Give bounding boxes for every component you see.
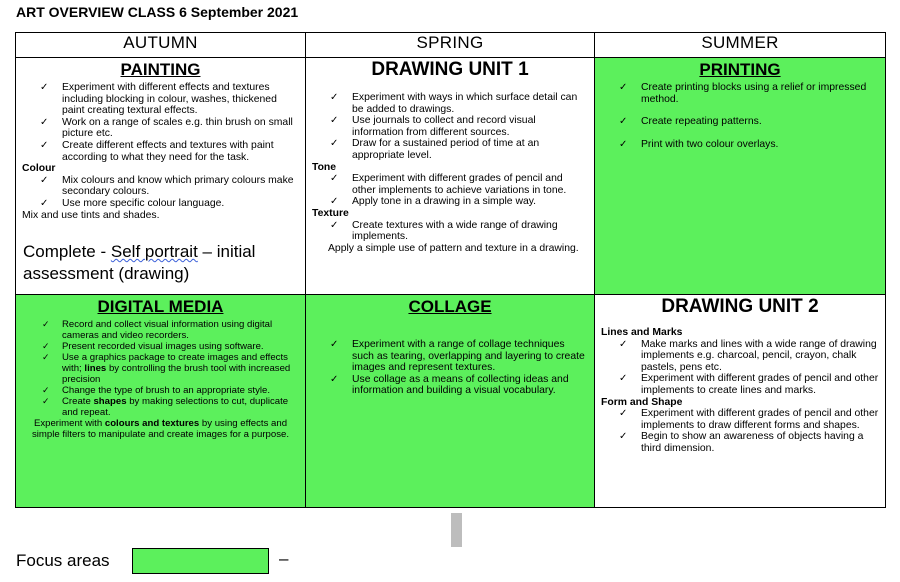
header-row xyxy=(16,33,886,58)
cell-collage xyxy=(306,295,595,508)
printing-list xyxy=(601,82,879,150)
cell-digital-media xyxy=(16,295,306,508)
list-item: ✓ Make marks and lines with a wide range of drawing implements e.g. charcoal, pencil, crayon, chalk pastels, pens etc. xyxy=(641,339,879,374)
assessment-prefix: Complete - xyxy=(23,242,111,262)
header-spring: SPRING xyxy=(306,33,595,58)
list-item: ✓ Use more specific colour language. xyxy=(62,198,299,210)
printing-title: PRINTING xyxy=(699,60,781,79)
drawing1-content xyxy=(306,80,594,254)
list-item: ✓ Change the type of brush to an appropriate style. xyxy=(62,385,299,396)
digital-note: Experiment with colours and textures by using effects and simple filters to manipulate and create images for a purpose. xyxy=(31,418,290,440)
painting-list xyxy=(22,82,299,163)
document-title: ART OVERVIEW CLASS 6 September 2021 xyxy=(16,4,299,20)
row-second-units xyxy=(16,295,886,508)
art-overview-table xyxy=(15,32,886,508)
header-summer: SUMMER xyxy=(595,33,886,58)
lines-list xyxy=(601,339,879,397)
list-item: ✓ Mix colours and know which primary colours make secondary colours. xyxy=(62,175,299,198)
texture-list xyxy=(312,220,588,243)
list-item: ✓ Draw for a sustained period of time at an appropriate level. xyxy=(352,138,588,161)
focus-areas-label: Focus areas xyxy=(16,551,110,570)
painting-content xyxy=(16,80,305,285)
collage-content xyxy=(306,317,594,397)
list-item: ✓ Apply tone in a drawing in a simple way. xyxy=(352,196,588,208)
cell-painting xyxy=(16,58,306,295)
tone-list xyxy=(312,173,588,208)
drawing1-note: Apply a simple use of pattern and texture in a drawing. xyxy=(328,242,579,254)
list-item: ✓ Print with two colour overlays. xyxy=(641,139,879,151)
list-item: ✓ Create different effects and textures with paint according to what they need for the task. xyxy=(62,140,299,163)
focus-areas-swatch xyxy=(132,548,269,574)
row-first-units xyxy=(16,58,886,295)
collage-title: COLLAGE xyxy=(408,297,492,316)
list-item: ✓ Experiment with different grades of pencil and other implements to achieve variations in tone. xyxy=(352,173,588,196)
assessment-suffix: – initial assessment (drawing) xyxy=(23,242,256,284)
cell-drawing-unit-1 xyxy=(306,58,595,295)
painting-title: PAINTING xyxy=(120,60,201,79)
lines-heading: Lines and Marks xyxy=(601,327,683,338)
tone-heading: Tone xyxy=(312,161,337,173)
assessment-underlined: Self portrait xyxy=(110,242,198,262)
list-item: ✓ Record and collect visual information using digital cameras and video recorders. xyxy=(62,319,299,341)
focus-areas-dash: – xyxy=(279,549,289,568)
drawing2-title: DRAWING UNIT 2 xyxy=(661,296,819,317)
list-item: ✓ Begin to show an awareness of objects having a third dimension. xyxy=(641,431,879,454)
digital-title: DIGITAL MEDIA xyxy=(97,297,224,316)
colour-list xyxy=(22,175,299,210)
cell-drawing-unit-2 xyxy=(595,295,886,508)
drawing1-list xyxy=(312,92,588,162)
collage-list xyxy=(312,339,588,397)
list-item: ✓ Create printing blocks using a relief or impressed method. xyxy=(641,82,879,105)
list-item: ✓ Present recorded visual images using software. xyxy=(62,341,299,352)
digital-list xyxy=(22,319,299,418)
scrollbar-thumb[interactable] xyxy=(451,513,462,547)
list-item: ✓ Experiment with ways in which surface detail can be added to drawings. xyxy=(352,92,588,115)
list-item: ✓ Use collage as a means of collecting ideas and information and building a visual vocabulary. xyxy=(352,374,588,397)
list-item: ✓ Use journals to collect and record visual information from different sources. xyxy=(352,115,588,138)
list-item: ✓ Create textures with a wide range of drawing implements. xyxy=(352,220,588,243)
texture-heading: Texture xyxy=(312,207,349,219)
list-item: ✓ Experiment with different effects and textures including blocking in colour, washes, thickened paint creating textural effects. xyxy=(62,82,299,117)
list-item: ✓ Work on a range of scales e.g. thin brush on small picture etc. xyxy=(62,117,299,140)
header-autumn: AUTUMN xyxy=(16,33,306,58)
list-item: ✓ Create shapes by making selections to cut, duplicate and repeat. xyxy=(62,396,299,418)
list-item: ✓ Experiment with a range of collage techniques such as tearing, overlapping and layering to create images and represent textures. xyxy=(352,339,588,374)
drawing1-title: DRAWING UNIT 1 xyxy=(371,59,529,80)
cell-printing xyxy=(595,58,886,295)
painting-note: Mix and use tints and shades. xyxy=(22,209,160,221)
colour-heading: Colour xyxy=(22,163,56,175)
list-item: ✓ Experiment with different grades of pencil and other implements to create lines and marks. xyxy=(641,373,879,396)
assessment-note xyxy=(22,241,299,285)
form-list xyxy=(601,408,879,454)
list-item: ✓ Use a graphics package to create images and effects with; lines by controlling the brush tool with increased precision xyxy=(62,352,299,385)
form-heading: Form and Shape xyxy=(601,396,683,408)
digital-content xyxy=(16,317,305,440)
list-item: ✓ Experiment with different grades of pencil and other implements to draw different forms and shapes. xyxy=(641,408,879,431)
list-item: ✓ Create repeating patterns. xyxy=(641,116,879,128)
drawing2-content xyxy=(595,317,885,455)
printing-content xyxy=(595,80,885,150)
